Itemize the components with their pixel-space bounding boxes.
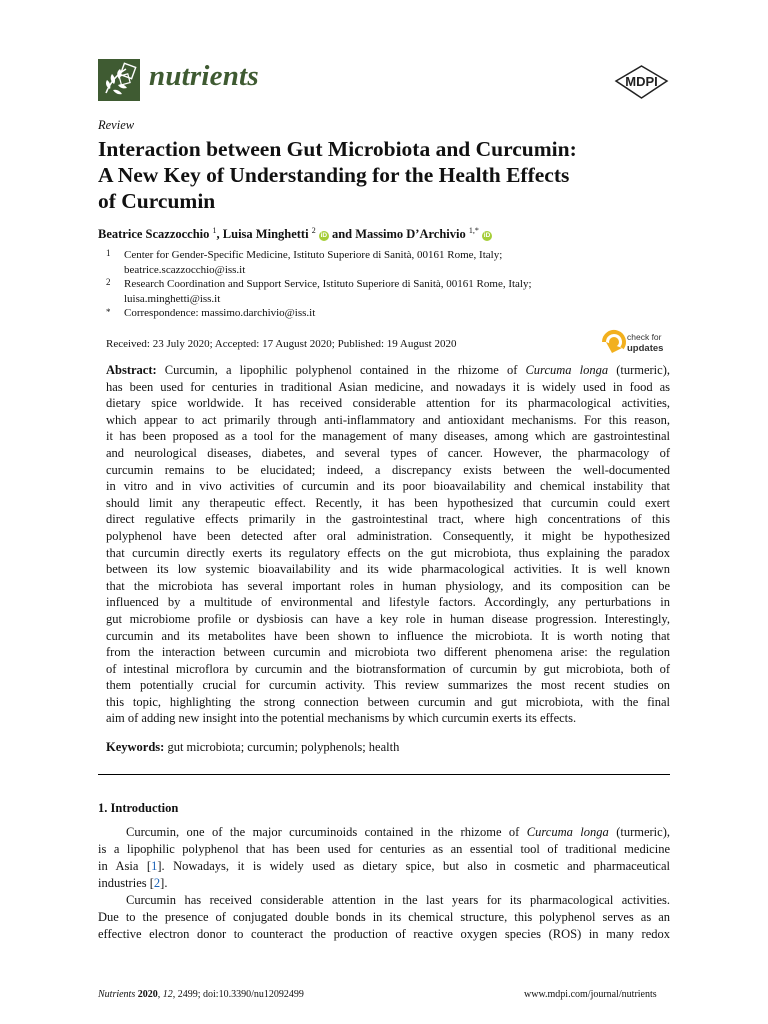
affiliation-marker: 1 xyxy=(106,248,111,258)
abstract-line: direct regulative effects primarily in the gastrointestinal tract, where high concentrations of this xyxy=(106,512,670,527)
footer-volume: 12 xyxy=(162,989,173,1000)
affiliation-marker: 2 xyxy=(106,277,111,287)
section-heading: 1. Introduction xyxy=(98,801,179,815)
footer-doi: , 2499; doi:10.3390/nu12092499 xyxy=(172,989,304,1000)
abstract xyxy=(106,362,670,727)
body-line: industries [2]. xyxy=(98,876,168,890)
footer-year: 2020 xyxy=(137,989,158,1000)
author-name: Beatrice Scazzocchio xyxy=(98,227,210,242)
citation-link[interactable]: 1 xyxy=(151,859,158,873)
section-divider xyxy=(98,774,670,775)
keywords xyxy=(106,740,399,755)
author-affiliation-mark: 1,* xyxy=(468,226,479,235)
publisher-logo xyxy=(613,64,670,100)
title-line: A New Key of Understanding for the Health Effects xyxy=(98,163,570,187)
abstract-line: influenced by a multitude of environmental and lifestyle factors. Accordingly, any perturbations in xyxy=(106,595,670,610)
check-updates-line2: updates xyxy=(627,343,664,354)
article-type: Review xyxy=(98,118,135,132)
body-line: Curcumin has received considerable attention in the last years for its pharmacological activities. xyxy=(126,893,670,907)
citation-link[interactable]: 2 xyxy=(153,876,161,890)
title-line: of Curcumin xyxy=(98,189,216,213)
abstract-line: curcumin remains to be elucidated; indeed, a discrepancy exists between the well-documented xyxy=(106,462,670,477)
species-name: Curcuma longa xyxy=(525,363,609,377)
check-updates-line1: check for xyxy=(627,332,662,342)
abstract-line: in vitro and in vivo activities of curcumin and its poor bioavailability and chemical instability that xyxy=(106,479,670,494)
abstract-line: that the microbiota has several important roles in human physiology, and its composition can be xyxy=(106,578,670,593)
publisher-name: MDPI xyxy=(625,74,658,89)
abstract-line: polyphenol have been detected after oral administration. Consequently, it might be hypothesized xyxy=(106,528,670,543)
body-line: Due to the presence of conjugated double bonds in its chemical structure, this polyphenol serves as an xyxy=(98,910,670,924)
title-line: Interaction between Gut Microbiota and Curcumin: xyxy=(98,137,577,161)
author-name: Luisa Minghetti xyxy=(222,227,309,242)
author-conjunction: and xyxy=(331,227,353,242)
abstract-line: that curcumin directly exerts its regulatory effects on the gut microbiota, thus explaining the paradox xyxy=(106,545,670,560)
body-line: Curcumin, one of the major curcuminoids contained in the rhizome of Curcuma longa (turmeric), xyxy=(126,825,670,839)
affiliation-email[interactable]: luisa.minghetti@iss.it xyxy=(124,293,221,305)
abstract-line: gut microbiome profile or dysbiosis can have a key role in human disease progression. Interestingly, xyxy=(106,611,670,626)
affiliation-email[interactable]: beatrice.scazzocchio@iss.it xyxy=(124,264,246,276)
check-for-updates-badge[interactable] xyxy=(600,328,672,356)
citation-footer: Nutrients 2020, 12, 2499; doi:10.3390/nu12092499 xyxy=(98,989,304,1000)
leaf-emblem-icon xyxy=(98,59,140,101)
journal-url[interactable]: www.mdpi.com/journal/nutrients xyxy=(524,989,657,1000)
abstract-line: aim of adding new insight into the potential mechanisms by which curcumin exerts its effects. xyxy=(106,711,577,726)
abstract-line: and neurological diseases, diabetes, and several types of cancer. However, the pharmacology of xyxy=(106,445,670,460)
keywords-text: gut microbiota; curcumin; polyphenols; health xyxy=(164,740,400,754)
journal-logo xyxy=(98,59,140,101)
abstract-line: it has been proposed as a tool for the management of many diseases, among which are gastrointestinal xyxy=(106,429,670,444)
author-affiliation-mark: 1 xyxy=(212,226,217,235)
affiliation-line: Center for Gender-Specific Medicine, Istituto Superiore di Sanità, 00161 Rome, Italy; xyxy=(124,249,503,261)
body-line: is a lipophilic polyphenol that has been used for centuries as an essential tool of traditional medicine xyxy=(98,842,670,856)
journal-name: nutrients xyxy=(149,60,259,92)
author-list: Beatrice Scazzocchio $^1$, Luisa Minghetti $^2$ iD and Massimo D’Archivio $^{1,*}$ iD xyxy=(98,226,491,242)
abstract-line: this topic, highlighting the strong connection between curcumin and gut microbiota, with the final xyxy=(106,694,670,709)
abstract-line: of intestinal microflora by curcumin and the biotransformation of curcumin by gut microbiota, both of xyxy=(106,661,670,676)
introduction-body xyxy=(98,824,670,943)
affiliation-2 xyxy=(124,277,532,307)
abstract-line: dietary spice worldwide. It has received considerable attention for its pharmacological activities, xyxy=(106,396,670,411)
footer-journal: Nutrients xyxy=(98,989,136,1000)
species-name: Curcuma longa xyxy=(526,825,609,839)
abstract-line: Abstract: Curcumin, a lipophilic polyphenol contained in the rhizome of Curcuma longa (turmeric), xyxy=(106,363,670,377)
correspondence-line[interactable]: Correspondence: massimo.darchivio@iss.it xyxy=(124,307,316,319)
keywords-label: Keywords: xyxy=(106,740,165,754)
body-line: in Asia [1]. Nowadays, it is widely used as dietary spice, but also in cosmetic and pharmaceutical xyxy=(98,859,670,873)
abstract-label: Abstract: xyxy=(106,363,157,377)
author-name: Massimo D’Archivio xyxy=(355,227,466,242)
affiliation-marker: * xyxy=(106,307,111,317)
orcid-icon[interactable]: iD xyxy=(320,232,328,240)
abstract-line: curcumin and its metabolites have been shown to influence the microbiota. It is worth noting that xyxy=(106,628,670,643)
abstract-line: from the interaction between curcumin and microbiota two different phenomena arise: the regulation xyxy=(106,645,670,660)
abstract-line: which appear to act primarily through anti-inflammatory and antioxidant mechanisms. For this reason, xyxy=(106,412,670,427)
affiliation-1 xyxy=(124,248,502,278)
article-title xyxy=(98,136,678,214)
abstract-line: should limit any therapeutic effect. Recently, it has been hypothesized that curcumin could exert xyxy=(106,495,670,510)
affiliation-line: Research Coordination and Support Service, Istituto Superiore di Sanità, 00161 Rome, Italy; xyxy=(124,278,532,290)
correspondence xyxy=(124,306,315,321)
body-line: effective electron donor to counteract the production of reactive oxygen species (ROS) in many redox xyxy=(98,927,670,941)
publication-dates: Received: 23 July 2020; Accepted: 17 August 2020; Published: 19 August 2020 xyxy=(106,338,457,350)
check-updates-icon xyxy=(604,332,624,353)
orcid-icon[interactable]: iD xyxy=(483,232,491,240)
abstract-line: between its low systemic bioavailability and its wide pharmacological activities. It is well known xyxy=(106,562,670,577)
abstract-line: has been used for centuries in traditional Asian medicine, and nowadays it is widely used in food as xyxy=(106,379,670,394)
author-affiliation-mark: 2 xyxy=(311,226,316,235)
abstract-line: them potentially crucial for curcumin activity. This review summarizes the most recent studies on xyxy=(106,678,670,693)
